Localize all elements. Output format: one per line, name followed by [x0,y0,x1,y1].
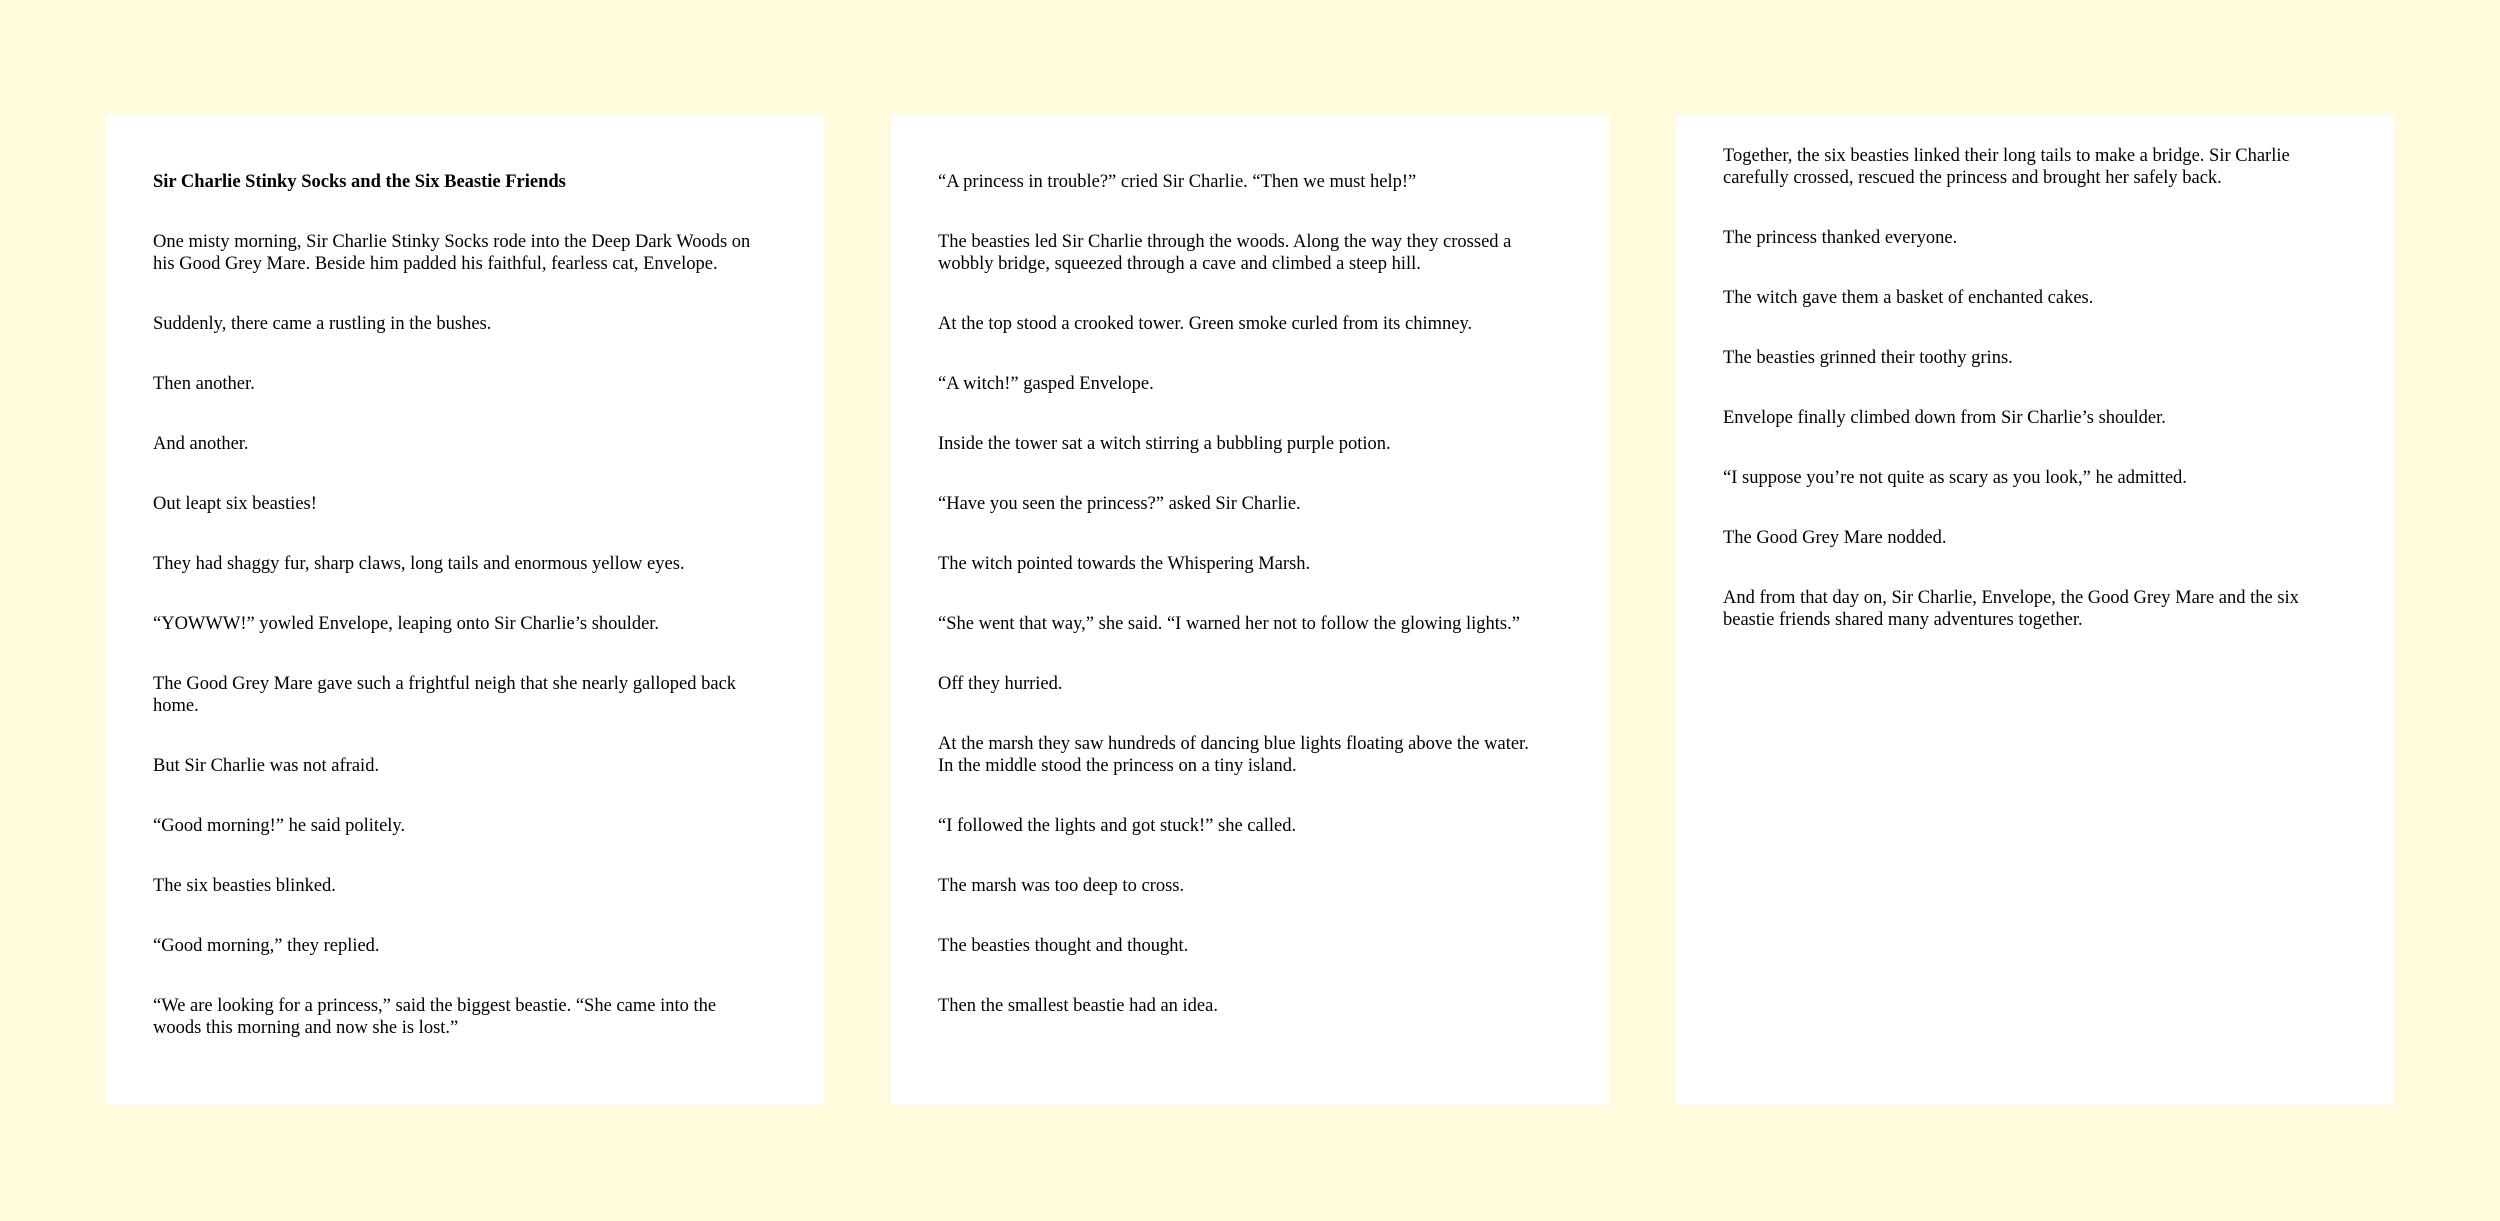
paragraph: The marsh was too deep to cross. [938,876,1185,896]
paragraph: The Good Grey Mare gave such a frightful neigh that she nearly galloped back home. [153,674,737,716]
page-1-body [153,171,762,1077]
paragraph: Then the smallest beastie had an idea. [938,996,1218,1016]
paragraph: The beasties led Sir Charlie through the woods. Along the way they crossed a wobbly bridge, squeezed through a cave and climbed a steep hill. [938,232,1512,274]
page-3-body [1723,145,2332,669]
page-1 [106,115,824,1105]
paragraph: “I followed the lights and got stuck!” she called. [938,816,1297,836]
paragraph: “YOWWW!” yowled Envelope, leaping onto Sir Charlie’s shoulder. [153,614,660,634]
paragraph: Together, the six beasties linked their long tails to make a bridge. Sir Charlie carefully crossed, rescued the princess and brought her safely back. [1723,146,2290,188]
paragraph: Off they hurried. [938,674,1063,694]
story-title: Sir Charlie Stinky Socks and the Six Beastie Friends [153,172,566,192]
paragraph: They had shaggy fur, sharp claws, long tails and enormous yellow eyes. [153,554,685,574]
paragraph: And another. [153,434,249,454]
paragraph: The princess thanked everyone. [1723,228,1958,248]
paragraph: “A witch!” gasped Envelope. [938,374,1154,394]
paragraph: Out leapt six beasties! [153,494,317,514]
paragraph: “A princess in trouble?” cried Sir Charlie. “Then we must help!” [938,172,1417,192]
paragraph: The six beasties blinked. [153,876,336,896]
paragraph: “Have you seen the princess?” asked Sir Charlie. [938,494,1301,514]
page-2 [891,115,1609,1105]
page-3 [1676,115,2394,1105]
paragraph: The beasties thought and thought. [938,936,1189,956]
paragraph: The witch pointed towards the Whispering Marsh. [938,554,1311,574]
paragraph: Inside the tower sat a witch stirring a bubbling purple potion. [938,434,1391,454]
paragraph: The Good Grey Mare nodded. [1723,528,1947,548]
page-2-body [938,171,1547,1055]
paragraph: “Good morning!” he said politely. [153,816,406,836]
paragraph: And from that day on, Sir Charlie, Envelope, the Good Grey Mare and the six beastie friends shared many adventures together. [1723,588,2299,630]
paragraph: Then another. [153,374,255,394]
paragraph: The beasties grinned their toothy grins. [1723,348,2013,368]
paragraph: “She went that way,” she said. “I warned her not to follow the glowing lights.” [938,614,1520,634]
paragraph: “I suppose you’re not quite as scary as you look,” he admitted. [1723,468,2187,488]
paragraph: The witch gave them a basket of enchanted cakes. [1723,288,2094,308]
paragraph: At the top stood a crooked tower. Green smoke curled from its chimney. [938,314,1473,334]
paragraph: One misty morning, Sir Charlie Stinky Socks rode into the Deep Dark Woods on his Good Grey Mare. Beside him padded his faithful, fearless cat, Envelope. [153,232,751,274]
paragraph: “We are looking for a princess,” said the biggest beastie. “She came into the woods this morning and now she is lost.” [153,996,717,1038]
paragraph: Envelope finally climbed down from Sir Charlie’s shoulder. [1723,408,2166,428]
paragraph: Suddenly, there came a rustling in the bushes. [153,314,492,334]
paragraph: But Sir Charlie was not afraid. [153,756,380,776]
paragraph: At the marsh they saw hundreds of dancing blue lights floating above the water. In the middle stood the princess on a tiny island. [938,734,1529,776]
paragraph: “Good morning,” they replied. [153,936,380,956]
